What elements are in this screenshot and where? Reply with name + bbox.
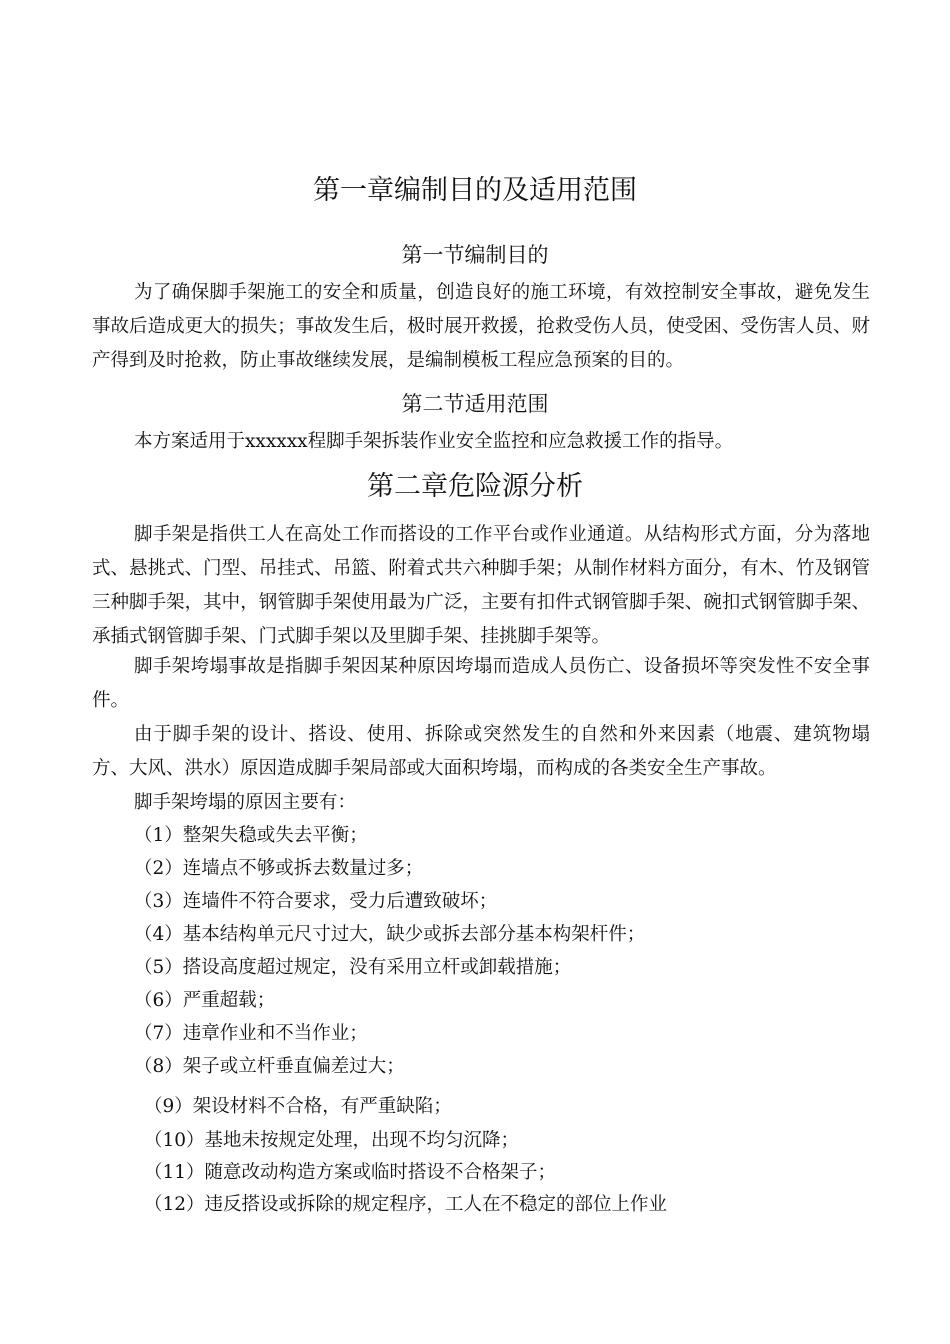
section-2-body: 本方案适用于xxxxxx程脚手架拆装作业安全监控和应急救援工作的指导。 [134,431,734,452]
cause-item: （1）整架失稳或失去平衡； [134,825,368,846]
causes-intro: 脚手架垮塌的原因主要有： [134,792,357,813]
paragraph-collapse-definition: 脚手架垮塌事故是指脚手架因某种原因垮塌而造成人员伤亡、设备损坏等突发性不安全事件。 [92,656,870,711]
cause-item: （11）随意改动构造方案或临时搭设不合格架子； [144,1162,557,1183]
paragraph-scaffold-definition: 脚手架是指供工人在高处工作而搭设的工作平台或作业通道。从结构形式方面，分为落地式、悬挑式、门型、吊挂式、吊篮、附着式共六种脚手架；从制作材料方面分，有木、竹及钢管三种脚手架，其中，钢管脚手架使用最为广泛，主要有扣件式钢管脚手架、碗扣式钢管脚手架、承插式钢管脚手架、门式脚手架以及里脚手架、挂挑脚手架等。 [92,524,870,647]
cause-item: （7）违章作业和不当作业； [134,1023,368,1044]
section-1-body: 为了确保脚手架施工的安全和质量，创造良好的施工环境，有效控制安全事故，避免发生事故后造成更大的损失；事故发生后，极时展开救援，抢救受伤人员，使受困、受伤害人员、财产得到及时抢救，防止事故继续发展，是编制模板工程应急预案的目的。 [92,282,870,371]
chapter-2-title: 第二章危险源分析 [367,471,583,502]
cause-item: （8）架子或立杆垂直偏差过大； [134,1056,405,1077]
cause-item: （2）连墙点不够或拆去数量过多； [134,858,424,879]
paragraph-collapse-factors: 由于脚手架的设计、搭设、使用、拆除或突然发生的自然和外来因素（地震、建筑物塌方、大风、洪水）原因造成脚手架局部或大面积垮塌，而构成的各类安全生产事故。 [92,724,870,779]
cause-item: （3）连墙件不符合要求，受力后遭致破坏； [134,891,498,912]
cause-item: （12）违反搭设或拆除的规定程序，工人在不稳定的部位上作业 [144,1194,668,1215]
chapter-1-title: 第一章编制目的及适用范围 [313,175,637,206]
cause-item: （9）架设材料不合格，有严重缺陷； [144,1096,452,1117]
cause-item: （4）基本结构单元尺寸过大，缺少或拆去部分基本构架杆件； [134,924,646,945]
cause-item: （10）基地未按规定处理，出现不均匀沉降； [144,1130,520,1151]
section-2-title: 第二节适用范围 [401,392,549,416]
section-1-title: 第一节编制目的 [401,243,549,267]
cause-item: （6）严重超载； [134,990,276,1011]
cause-item: （5）搭设高度超过规定，没有采用立杆或卸载措施； [134,957,572,978]
